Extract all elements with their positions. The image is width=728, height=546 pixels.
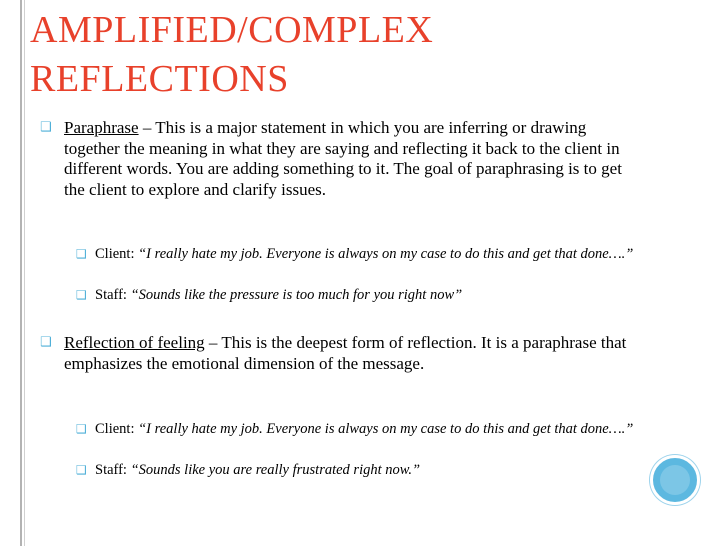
hollow-square-bullet-icon: ❑ bbox=[76, 247, 87, 261]
term-reflection-of-feeling: Reflection of feeling bbox=[64, 333, 205, 352]
decorative-circle-inner-icon bbox=[660, 465, 690, 495]
example-staff-2 bbox=[76, 461, 636, 479]
example-staff-2-text bbox=[95, 461, 636, 479]
example-quote: “Sounds like the pressure is too much for you right now” bbox=[130, 287, 463, 303]
speaker-label: Staff: bbox=[95, 462, 131, 478]
example-client-2-text bbox=[95, 420, 636, 438]
term-paraphrase: Paraphrase bbox=[64, 118, 139, 137]
hollow-square-bullet-icon: ❑ bbox=[76, 463, 87, 477]
example-quote: “Sounds like you are really frustrated right now.” bbox=[130, 462, 421, 478]
hollow-square-bullet-icon: ❑ bbox=[40, 335, 52, 350]
slide-title-line-2: REFLECTIONS bbox=[30, 58, 289, 100]
example-client-1-text bbox=[95, 245, 636, 263]
example-quote: “I really hate my job. Everyone is always on my case to do this and get that done….” bbox=[138, 246, 634, 262]
hollow-square-bullet-icon: ❑ bbox=[76, 288, 87, 302]
bullet-reflection-of-feeling bbox=[40, 333, 640, 374]
speaker-label: Staff: bbox=[95, 287, 131, 303]
definition-paraphrase: – This is a major statement in which you are inferring or drawing together the meaning in what they are saying and reflecting it back to the client in different words. You are adding something to it. The goal of paraphrasing is to get the client to explore and clarify issues. bbox=[64, 118, 622, 199]
bullet-reflection-of-feeling-text bbox=[64, 333, 640, 374]
definition-reflection-of-feeling: – This is the deepest form of reflection. It is a paraphrase that emphasizes the emotional dimension of the message. bbox=[64, 333, 627, 373]
bullet-paraphrase-text bbox=[64, 118, 640, 200]
speaker-label: Client: bbox=[95, 246, 139, 262]
example-quote: “I really hate my job. Everyone is always on my case to do this and get that done….” bbox=[138, 421, 634, 437]
bullet-paraphrase bbox=[40, 118, 640, 200]
hollow-square-bullet-icon: ❑ bbox=[40, 120, 52, 135]
hollow-square-bullet-icon: ❑ bbox=[76, 422, 87, 436]
example-staff-1 bbox=[76, 286, 636, 304]
example-client-1 bbox=[76, 245, 636, 263]
speaker-label: Client: bbox=[95, 421, 139, 437]
slide-title-line-1: AMPLIFIED/COMPLEX bbox=[30, 9, 434, 51]
example-staff-1-text bbox=[95, 286, 636, 304]
example-client-2 bbox=[76, 420, 636, 438]
